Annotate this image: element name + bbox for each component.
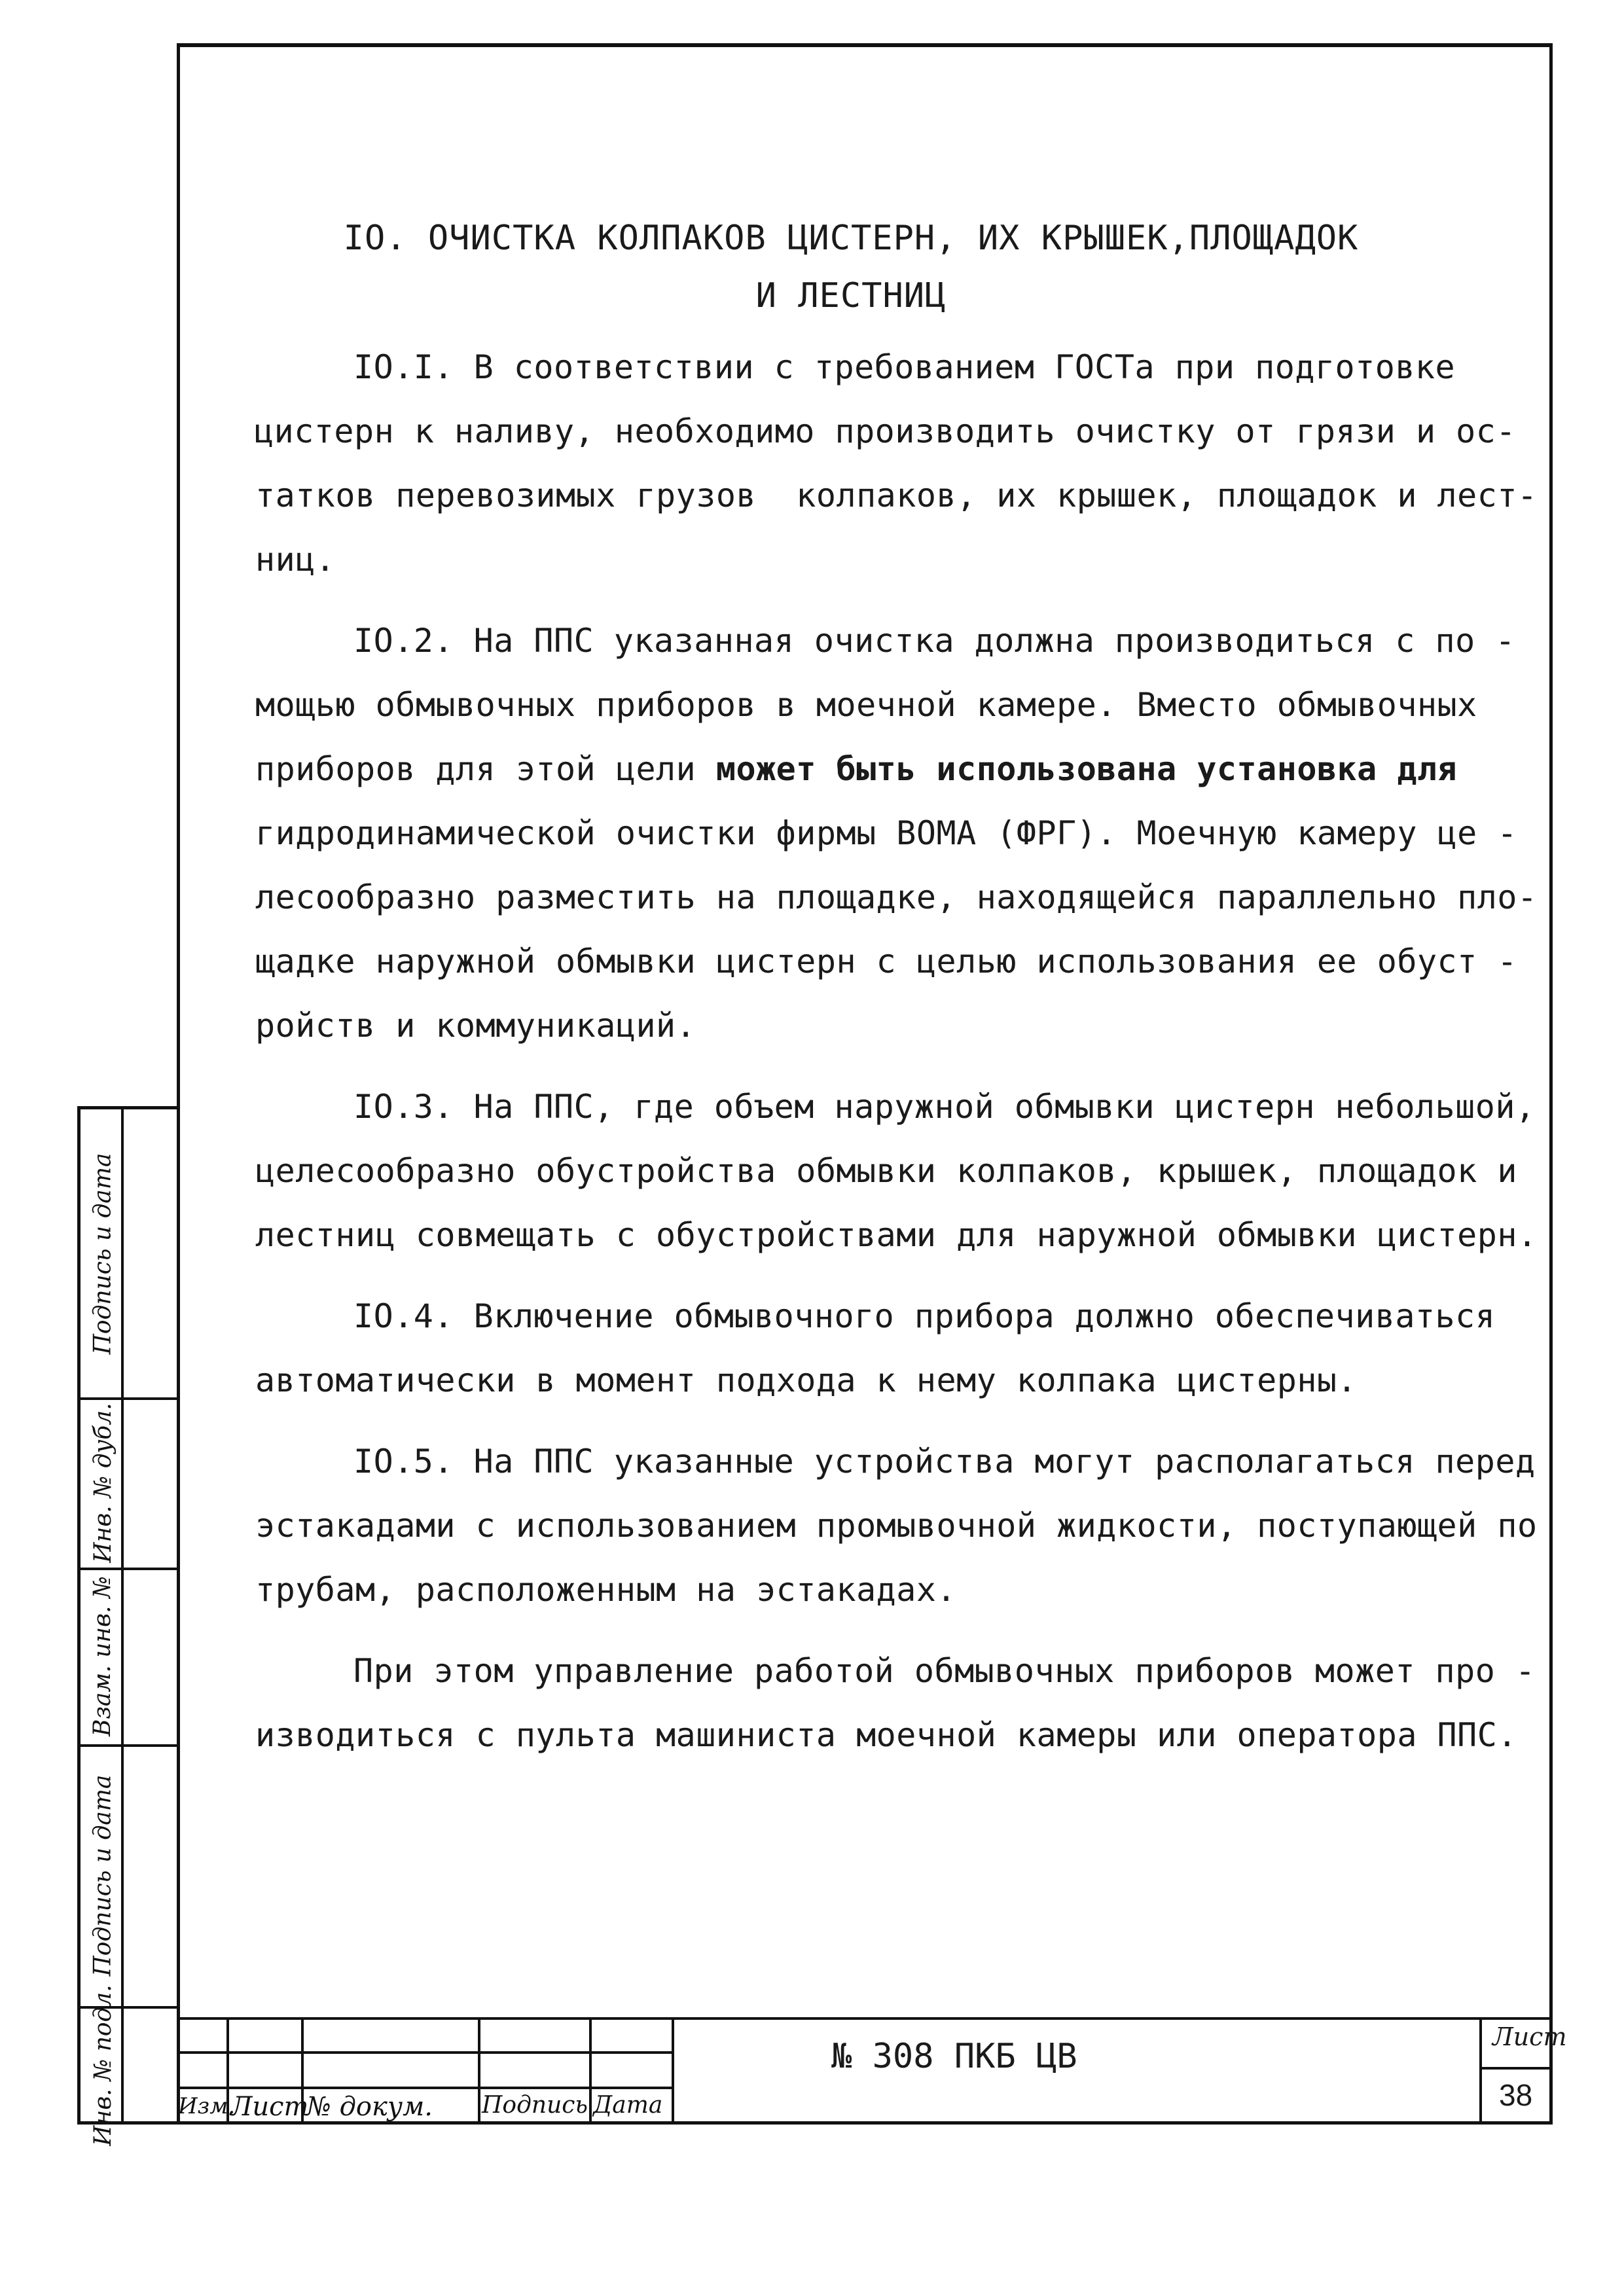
side-stamp-label: Инв. № дубл. xyxy=(89,1402,117,1563)
col-doc-label: № докум. xyxy=(306,2092,433,2122)
text-line: IO.3. На ППС, где объем наружной обмывки цистерн небольшой, xyxy=(353,1088,1536,1126)
text-line: мощью обмывочных приборов в моечной камере. Вместо обмывочных xyxy=(255,686,1477,724)
side-stamp-cell xyxy=(84,1397,121,1568)
side-stamp-divider xyxy=(121,1109,124,2121)
side-stamp xyxy=(77,1106,177,2146)
side-stamp-label: Подпись и дата xyxy=(89,1153,117,1354)
paragraph-10-3 xyxy=(255,1075,1538,1267)
body-text xyxy=(255,335,1538,1784)
paragraph-10-5 xyxy=(255,1429,1538,1622)
title-block-rule xyxy=(672,2017,674,2125)
text-line-mixed xyxy=(255,737,1538,801)
text-line: IO.I. В соответствии с требованием ГОСТа при подготовке xyxy=(353,348,1456,386)
side-stamp-cell xyxy=(84,1744,121,2006)
text-line: цистерн к наливу, необходимо производить очистку от грязи и ос- xyxy=(254,412,1516,450)
text-line: При этом управление работой обмывочных приборов может про - xyxy=(353,1652,1536,1690)
text-line: ройств и коммуникаций. xyxy=(255,1007,696,1045)
text-line: гидродинамической очистки фирмы BOMA (ФРГ). Моечную камеру це - xyxy=(255,814,1517,852)
document-number: № 308 ПКБ ЦВ xyxy=(831,2037,1077,2076)
col-sign-label: Подпись xyxy=(482,2092,588,2119)
bold-text-run: может быть использована установка для xyxy=(715,750,1458,788)
paragraph-10-4 xyxy=(255,1284,1538,1412)
text-run: приборов для этой цели xyxy=(255,750,716,788)
text-line: автоматически в момент подхода к нему колпака цистерны. xyxy=(255,1361,1358,1399)
text-line: трубам, расположенным на эстакадах. xyxy=(255,1571,957,1609)
side-stamp-label: Инв. № подл. xyxy=(89,1984,117,2146)
title-block-rule xyxy=(1479,2067,1553,2070)
text-line: татков перевозимых грузов колпаков, их крышек, площадок и лест- xyxy=(255,476,1538,514)
col-izm-label: Изм. xyxy=(178,2093,236,2119)
title-block-rule xyxy=(478,2017,480,2125)
title-block-rule xyxy=(177,2087,674,2089)
title-block-rule xyxy=(177,2051,674,2054)
side-stamp-cell xyxy=(84,1568,121,1744)
sheet-label: Лист xyxy=(1492,2022,1567,2051)
side-stamp-label: Подпись и дата xyxy=(89,1774,117,1976)
text-line: IO.4. Включение обмывочного прибора должно обеспечиваться xyxy=(353,1297,1496,1335)
paragraph-10-2 xyxy=(255,609,1538,1058)
col-date-label: Дата xyxy=(593,2092,663,2119)
text-line: щадке наружной обмывки цистерн с целью использования ее обуст - xyxy=(255,942,1517,980)
side-stamp-label: Взам. инв. № xyxy=(89,1575,117,1736)
side-stamp-cell xyxy=(84,1984,121,2146)
sheet-number: 38 xyxy=(1499,2078,1533,2112)
text-line: целесообразно обустройства обмывки колпаков, крышек, площадок и xyxy=(255,1152,1517,1190)
title-block-rule xyxy=(177,2017,1553,2020)
title-block-rule xyxy=(589,2017,592,2125)
text-line: ниц. xyxy=(255,541,336,579)
section-title-line-2: И ЛЕСТНИЦ xyxy=(755,276,947,315)
title-block xyxy=(177,2017,1567,2125)
text-line: лестниц совмещать с обустройствами для наружной обмывки цистерн. xyxy=(255,1216,1538,1254)
text-line: IO.2. На ППС указанная очистка должна производиться с по - xyxy=(353,622,1515,660)
section-title-line-1: IO. ОЧИСТКА КОЛПАКОВ ЦИСТЕРН, ИХ КРЫШЕК,ПЛОЩАДОК xyxy=(343,219,1359,258)
text-line: лесообразно разместить на площадке, находящейся параллельно пло- xyxy=(255,878,1538,916)
side-stamp-cell xyxy=(84,1109,121,1397)
paragraph-10-1 xyxy=(255,335,1538,592)
col-list-label: Лист xyxy=(230,2092,309,2122)
text-line: изводиться с пульта машиниста моечной камеры или оператора ППС. xyxy=(255,1716,1517,1754)
text-line: эстакадами с использованием промывочной жидкости, поступающей по xyxy=(255,1507,1538,1545)
text-line: IO.5. На ППС указанные устройства могут располагаться перед xyxy=(353,1443,1536,1480)
section-title xyxy=(196,209,1506,325)
title-block-rule xyxy=(1479,2017,1482,2125)
paragraph-10-5-continued xyxy=(255,1639,1538,1767)
